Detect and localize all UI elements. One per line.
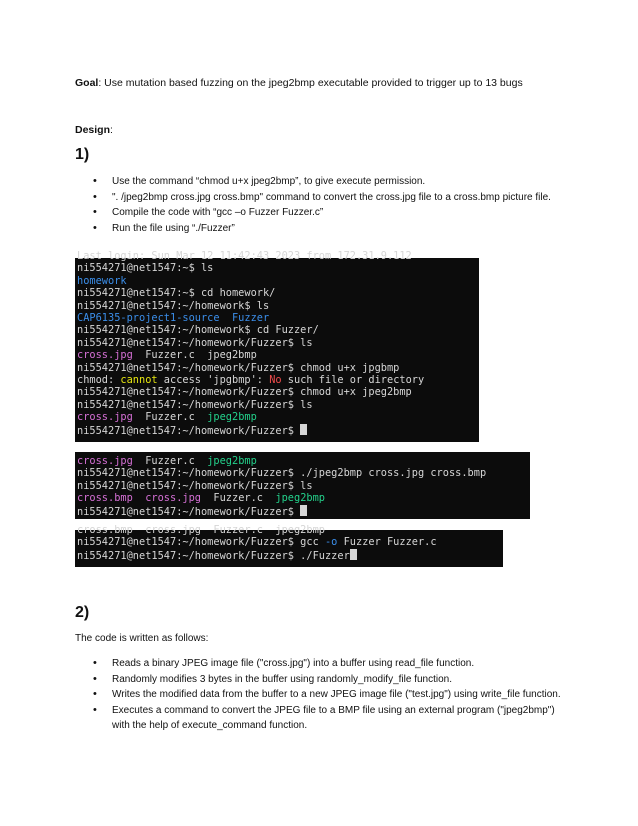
terminal-screenshot-1 [75, 250, 479, 442]
terminal-line [77, 424, 307, 436]
goal-paragraph [75, 77, 615, 89]
terminal-cursor [300, 424, 307, 435]
terminal-screenshot-2 [75, 452, 530, 519]
terminal-line [77, 300, 269, 312]
terminal-text-segment: Last login: Sun Mar 12 11:42:43 2023 from 172.31.9.112 [77, 250, 412, 262]
terminal-text-segment: cross.bmp cross.jpg Fuzzer.c jpeg2bmp [77, 524, 325, 536]
terminal-text-segment: cannot [120, 374, 158, 386]
terminal-text-segment: such file or directory [281, 374, 425, 386]
terminal-text-segment: CAP6135-project1-source Fuzzer [77, 312, 270, 324]
terminal-text-segment: ni554271@net1547:~$ ls [77, 262, 214, 275]
terminal-line [77, 467, 486, 479]
terminal-line [77, 275, 127, 287]
section-2-bullet: • Randomly modifies 3 bytes in the buffer using randomly_modify_file function. [93, 672, 563, 688]
section-2-bullet: • Executes a command to convert the JPEG file to a BMP file using an external program ("jpeg2bmp") with the help of execute_command function. [93, 703, 563, 734]
terminal-text-segment: ni554271@net1547:~/homework/Fuzzer$ [77, 505, 301, 518]
section-2-bullet: • Reads a binary JPEG image file ("cross.jpg") into a buffer using read_file function. [93, 656, 563, 672]
terminal-line [77, 349, 257, 361]
terminal-line [77, 386, 412, 398]
terminal-line [77, 399, 313, 411]
terminal-text-segment: -o [324, 536, 338, 549]
design-colon: : [110, 124, 113, 136]
terminal-text-segment: ni554271@net1547:~/homework/Fuzzer$ ./Fuzzer [77, 549, 350, 562]
section-1-bullet: • Compile the code with “gcc –o Fuzzer Fuzzer.c” [93, 205, 563, 221]
terminal-text-segment: ni554271@net1547:~/homework/Fuzzer$ [77, 424, 301, 437]
design-label-text: Design [75, 124, 111, 136]
section-1-bullet-list [93, 174, 563, 236]
terminal-text-segment: jpeg2bmp [207, 455, 257, 467]
terminal-line [77, 287, 275, 299]
terminal-text-segment: ni554271@net1547:~/homework/Fuzzer$ gcc [77, 536, 325, 549]
terminal-text-segment: cross.bmp cross.jpg [77, 492, 201, 505]
terminal-text-segment: Fuzzer Fuzzer.c [337, 536, 437, 549]
terminal-text-segment: Fuzzer.c [132, 455, 208, 467]
terminal-line [77, 549, 357, 561]
section-1-heading: 1) [75, 146, 90, 163]
terminal-screenshot-3 [75, 524, 503, 567]
terminal-line [77, 312, 269, 324]
terminal-line [77, 324, 319, 336]
terminal-text-segment: ni554271@net1547:~/homework$ ls [77, 299, 270, 312]
terminal-text-segment: No [269, 374, 282, 386]
section-2-intro: The code is written as follows: [75, 633, 209, 644]
terminal-line [77, 480, 313, 492]
terminal-line [77, 492, 325, 504]
terminal-cursor [300, 505, 307, 516]
section-1-bullet: • Use the command “chmod u+x jpeg2bmp”, to give execute permission. [93, 174, 563, 190]
terminal-text-segment: ni554271@net1547:~/homework/Fuzzer$ ls [77, 479, 313, 492]
section-1-bullet: • ". /jpeg2bmp cross.jpg cross.bmp" command to convert the cross.jpg file to a cross.bmp picture file. [93, 190, 563, 206]
terminal-text-segment: chmod: [77, 374, 121, 386]
section-2-bullet: • Writes the modified data from the buffer to a new JPEG image file ("test.jpg") using write_file function. [93, 687, 563, 703]
terminal-line [77, 362, 399, 374]
terminal-text-segment: ni554271@net1547:~/homework/Fuzzer$ chmod u+x jpeg2bmp [77, 386, 412, 399]
terminal-line [77, 411, 257, 423]
terminal-text-segment: Fuzzer.c [132, 411, 208, 424]
terminal-line [77, 455, 257, 467]
terminal-text-segment: access 'jpgbmp': [157, 374, 270, 386]
terminal-line [77, 524, 325, 536]
goal-label: Goal [75, 77, 99, 89]
terminal-line [77, 374, 424, 386]
terminal-text-segment: jpeg2bmp [275, 492, 326, 505]
terminal-text-segment: homework [77, 274, 127, 287]
terminal-text-segment: ni554271@net1547:~/homework/Fuzzer$ ls [77, 336, 313, 349]
section-2-bullet-list [93, 656, 563, 734]
terminal-text-segment: ni554271@net1547:~/homework/Fuzzer$ ./jpeg2bmp cross.jpg cross.bmp [77, 467, 487, 480]
terminal-line [77, 250, 412, 262]
terminal-line [77, 505, 307, 517]
terminal-text-segment: ni554271@net1547:~/homework$ cd Fuzzer/ [77, 324, 319, 337]
terminal-line [77, 337, 313, 349]
terminal-text-segment: jpeg2bmp [207, 411, 257, 424]
terminal-text-segment: Fuzzer.c jpeg2bmp [132, 349, 257, 362]
terminal-line [77, 262, 213, 274]
section-1-bullet: • Run the file using “./Fuzzer” [93, 221, 563, 237]
design-label [75, 124, 113, 136]
terminal-text-segment: ni554271@net1547:~/homework/Fuzzer$ ls [77, 398, 313, 411]
terminal-text-segment: Fuzzer.c [201, 492, 276, 505]
terminal-text-segment: cross.jpg [77, 411, 133, 424]
terminal-cursor [350, 549, 357, 560]
terminal-line [77, 536, 437, 548]
terminal-text-segment: ni554271@net1547:~/homework/Fuzzer$ chmod u+x jpgbmp [77, 361, 400, 374]
terminal-text-segment: ni554271@net1547:~$ cd homework/ [77, 287, 276, 300]
terminal-text-segment: cross.jpg [77, 349, 133, 362]
terminal-text-segment: cross.jpg [77, 455, 133, 467]
goal-text: : Use mutation based fuzzing on the jpeg2bmp executable provided to trigger up to 13 bugs [98, 77, 523, 89]
section-2-heading: 2) [75, 604, 90, 621]
